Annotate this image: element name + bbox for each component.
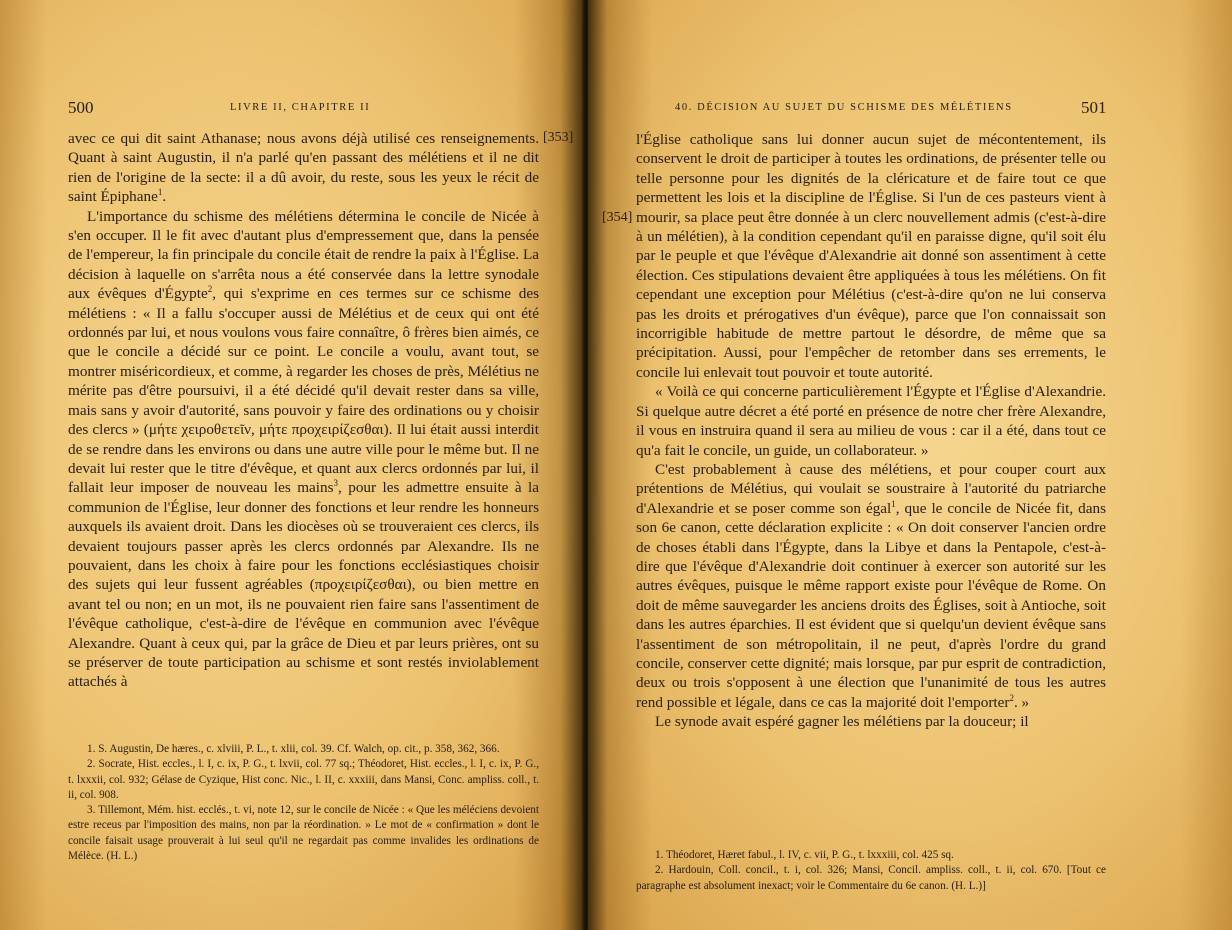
paragraph: l'Église catholique sans lui donner aucun sujet de mécontentement, ils conservent le droit de participer à toutes les ordinations, de présenter telle ou telle personne pour les dignités de la cléricature et de faire tout ce que permettent les lois et la discipline de l'Église. Si l'un de ces pasteurs vient à mourir, sa place peut être donnée à un clerc nouvellement admis (c'est-à-dire à un mélétien), à la condition cependant qu'il en paraisse digne, qu'il soit élu par le peuple et que l'évêque d'Alexandrie ait donné son assentiment à cette élection. Ces stipulations devaient être appliquées à tous les mélétiens. On fit cependant une exception pour Mélétius (c'est-à-dire qu'on ne lui conserva pas les droits et prérogatives d'un évêque), parce que l'on connaissait son incorrigible habitude de mettre partout le désordre, de même que sa précipitation. Aussi, pour l'empêcher de retomber dans ses errements, le concile lui enlevait tout pouvoir et toute autorité. [636, 131, 1106, 381]
margin-reference-354: [354] [602, 210, 633, 225]
left-body-text [68, 129, 539, 692]
footnote: 2. Socrate, Hist. eccles., l. I, c. ix, P. G., t. lxvii, col. 77 sq.; Théodoret, Hist. eccles., l. I, c. ix, P. G., t. lxxxii, col. 932; Gélase de Cyzique, Hist conc. Nic., l. II, c. xxxiii, dans Mansi, Conc. ampliss. coll., t. ii, col. 908. [68, 758, 539, 801]
right-body-text [636, 130, 1106, 732]
paragraph: avec ce qui dit saint Athanase; nous avons déjà utilisé ces renseignements. Quant à saint Augustin, il n'a parlé qu'en passant des mélétiens et il ne dit rien de l'origine de la secte: il a dû avoir, du reste, sous les yeux le récit de saint Épiphane$^1$. [68, 130, 539, 206]
footnote-ref: 2 [1009, 692, 1014, 703]
running-head-left: LIVRE II, CHAPITRE II [230, 102, 371, 113]
footnote: 2. Hardouin, Coll. concil., t. i, col. 326; Mansi, Concil. ampliss. coll., t. ii, col. 670. [Tout ce paragraphe est absolument inexact; voir le Commentaire du 6e canon. (H. L.)] [636, 864, 1106, 892]
left-footnotes [68, 742, 539, 864]
page-number-left: 500 [68, 98, 94, 117]
running-head-right: 40. DÉCISION AU SUJET DU SCHISME DES MÉLÉTIENS [675, 102, 1013, 113]
right-footnotes [636, 848, 1106, 894]
footnote: 3. Tillemont, Mém. hist. ecclés., t. vi, note 12, sur le concile de Nicée : « Que les méléciens devoient estre receus par l'imposition des mains, non par la réordination. » Le mot de « confirmation » dont le concile faisait usage prouverait à lui seul qu'il ne regardait pas comme invalides les ordinations de Mélèce. (H. L.) [68, 804, 539, 863]
page-number-right: 501 [1081, 98, 1107, 117]
footnote-ref: 2 [207, 284, 213, 295]
paragraph: C'est probablement à cause des mélétiens, et pour couper court aux prétentions de Mélétius, qui voulait se soustraire à l'autorité du patriarche d'Alexandrie et se poser comme son égal$^1$, que le concile de Nicée fit, dans son 6e canon, cette déclaration explicite : « On doit conserver l'ancien ordre de choses établi dans l'Égypte, dans la Libye et dans la Pentapole, c'est-à-dire que l'évêque d'Alexandrie doit continuer à exercer son autorité sur les autres évêques, puisque le même rapport existe pour l'évêque de Rome. On doit de même sauvegarder les anciens droits des Églises, soit à Antioche, soit dans les autres éparchies. Il est évident que si quelqu'un devient évêque sans l'assentiment de son métropolitain, il ne peut, d'après l'ordre du grand concile, conserver cette dignité; mais lorsque, par pur esprit de contradiction, deux ou trois s'opposent à une élection que l'unanimité de tous les autres rend possible et légale, dans ce cas la majorité doit l'emporter$^2$. » [636, 460, 1107, 711]
left-header [68, 98, 538, 118]
paragraph: « Voilà ce qui concerne particulièrement l'Égypte et l'Église d'Alexandrie. Si quelque autre décret a été porté en présence de notre cher frère Alexandre, il vous en instruira quand il sera au milieu de vous : car il a été, dans tout ce qu'a fait le concile, un guide, un collaborateur. » [636, 383, 1106, 459]
margin-reference-353: [353] [543, 130, 574, 145]
left-page [0, 0, 584, 930]
footnote-ref: 3 [333, 478, 339, 489]
footnote: 1. Théodoret, Hæret fabul., l. IV, c. vii, P. G., t. lxxxiii, col. 425 sq. [655, 849, 954, 861]
footnote: 1. S. Augustin, De hæres., c. xlviii, P. L., t. xlii, col. 39. Cf. Walch, op. cit., p. 358, 362, 366. [87, 743, 500, 755]
right-header [635, 98, 1105, 118]
paragraph: Le synode avait espéré gagner les mélétiens par la douceur; il [655, 713, 1029, 731]
right-page [588, 0, 1232, 930]
footnote-ref: 1 [157, 187, 163, 198]
paragraph: L'importance du schisme des mélétiens détermina le concile de Nicée à s'en occuper. Il le fit avec d'autant plus d'empressement que, dans la pensée de l'empereur, la fin principale du concile était de rendre la paix à l'Église. La décision à laquelle on s'arrêta nous a été conservée dans la lettre synodale aux évêques d'Égypte$^2$, qui s'exprime en ces termes sur ce schisme des mélétiens : « Il a fallu s'occuper aussi de Mélétius et de ceux qui ont été ordonnés par lui, et nous voulons vous faire connaître, ô frères bien aimés, ce que le concile a décidé sur ce point. Le concile a voulu, avant tout, se montrer miséricordieux, et comme, à regarder les choses de près, Mélétius ne mérite pas d'être poursuivi, il a été décidé qu'il devait rester dans sa ville, mais sans y avoir d'autorité, sans pouvoir y faire des ordinations ou y choisir des clercs » (μήτε χειροθετεῖν, μήτε προχειρίζεσθαι). Il lui était aussi interdit de se rendre dans les environs ou dans une autre ville pour le même but. Il ne devait lui rester que le titre d'évêque, et quant aux clercs ordonnés par lui, il fallait leur imposer de nouveau les mains$^3$, pour les admettre ensuite à la communion de l'Église, leur donner des fonctions et leur rendre les honneurs auxquels ils avaient droit. Dans les diocèses où se trouveraient ces clercs, ils devaient toujours passer après les clercs ordonnés par Alexandre. Ils ne pouvaient, dans les choix à faire pour les fonctions ecclésiastiques choisir des sujets qui leur fussent agréables (προχειρίζεσθαι), ou bien mettre en avant tel ou non; en un mot, ils ne pouvaient rien faire sans l'assentiment de l'évêque catholique, c'est-à-dire de l'évêque en communion avec l'évêque Alexandre. Quant à ceux qui, par la grâce de Dieu et par leurs prières, ont su se préserver de toute participation au schisme et sont restés inviolablement attachés à [68, 207, 539, 691]
footnote-ref: 1 [891, 498, 896, 509]
